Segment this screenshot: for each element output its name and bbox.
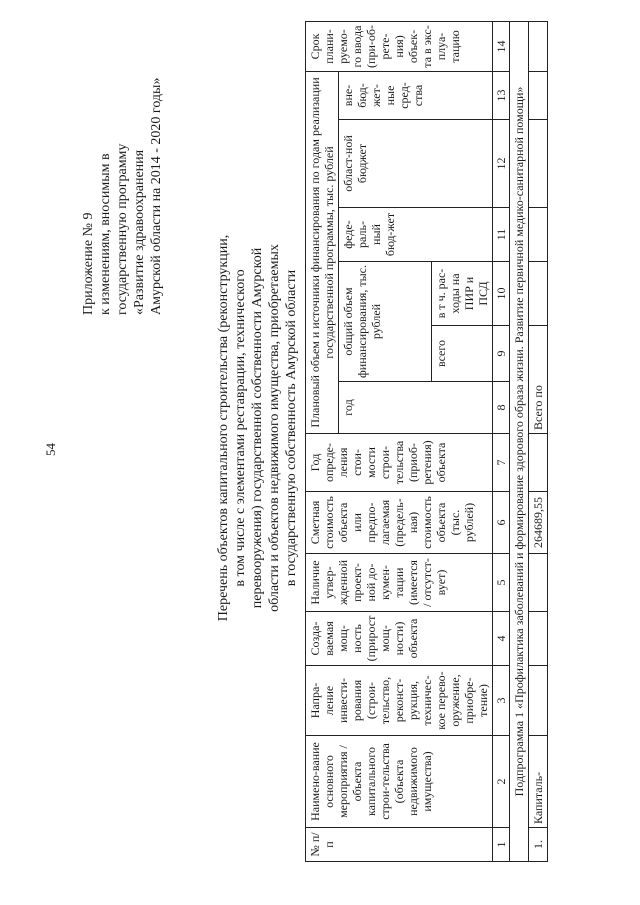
row-cost: 264689,55 bbox=[529, 492, 548, 554]
column-number-row bbox=[493, 21, 510, 861]
header-cost: Сметная стоимость объекта или предпо-лагаемая (предель-ная) стоимость объекта (тыс. рублей) bbox=[306, 492, 493, 554]
header-total: общий объем финансирования, тыс. рублей bbox=[339, 262, 432, 382]
row-cell bbox=[529, 262, 548, 326]
row-cell bbox=[529, 21, 548, 71]
column-number: 5 bbox=[493, 554, 510, 612]
table-row bbox=[529, 21, 548, 861]
column-number: 11 bbox=[493, 208, 510, 262]
subprogram-title: Подпрограмма 1 «Профилактика заболеваний и формирование здорового образа жизни. Развитие первичной медико-санитарной помощи» bbox=[510, 21, 529, 861]
appendix-line: к изменениям, вносимым в bbox=[98, 153, 113, 315]
column-number: 14 bbox=[493, 21, 510, 71]
header-no: № п/п bbox=[306, 828, 493, 862]
row-cell bbox=[529, 554, 548, 612]
appendix-line: Приложение № 9 bbox=[81, 212, 96, 315]
title-line: в государственную собственность Амурской области bbox=[284, 269, 299, 587]
column-number: 12 bbox=[493, 120, 510, 208]
row-cell bbox=[529, 434, 548, 492]
header-documentation: Наличие утвер-жденной проект-ной до-кумен-тации (имеется / отсутст-вует) bbox=[306, 554, 493, 612]
column-number: 6 bbox=[493, 492, 510, 554]
column-number: 8 bbox=[493, 382, 510, 434]
column-number: 3 bbox=[493, 666, 510, 736]
appendix-line: Амурской области на 2014 - 2020 годы» bbox=[149, 77, 164, 315]
column-number: 9 bbox=[493, 326, 510, 382]
subprogram-row bbox=[510, 21, 529, 861]
header-capacity: Созда-ваемая мощ-ность (прирост мощ-ности) объекта bbox=[306, 612, 493, 666]
header-term: Срок плани-руемо-го ввода (при-об-рете-ния) объек-та в экс-плуа-тацию bbox=[306, 21, 493, 71]
column-number: 4 bbox=[493, 612, 510, 666]
row-cell bbox=[529, 612, 548, 666]
row-number: 1. bbox=[529, 828, 548, 862]
header-pir: в т ч. рас-ходы на ПИР и ПСД bbox=[432, 262, 493, 326]
page-number: 54 bbox=[43, 443, 58, 456]
header-direction: Напра-ление инвести-рования (строи-тельство, реконст-рукция, техничес-кое перево-оружение, приобре-тение) bbox=[306, 666, 493, 736]
header-row bbox=[306, 21, 339, 861]
title-line: Перечень объектов капитального строительства (реконструкции, bbox=[216, 234, 231, 622]
row-total-label: Всего по bbox=[529, 326, 548, 434]
column-number: 10 bbox=[493, 262, 510, 326]
header-year: Год опреде-ления стои-мости строи-тельства (приоб-ретения) объекта bbox=[306, 434, 493, 492]
appendix-line: «Развитие здравоохранения bbox=[132, 149, 147, 315]
document-title bbox=[215, 218, 300, 638]
header-god: год bbox=[339, 382, 493, 434]
row-cell bbox=[529, 666, 548, 736]
appendix-header bbox=[80, 0, 165, 315]
header-vsego: всего bbox=[432, 326, 493, 382]
header-financing: Плановый объем и источники финансирования по годам реализации государственной программы, тыс. рублей bbox=[306, 71, 339, 433]
title-line: перевооружения) государственной собственности Амурской bbox=[250, 247, 265, 609]
column-number: 2 bbox=[493, 736, 510, 828]
objects-table bbox=[305, 21, 548, 862]
row-cell bbox=[529, 208, 548, 262]
row-name: Капиталь- bbox=[529, 736, 548, 828]
appendix-line: государственную программу bbox=[115, 143, 130, 315]
column-number: 13 bbox=[493, 71, 510, 119]
header-regional: област-ной бюджет bbox=[339, 120, 493, 208]
objects-table-wrapper bbox=[305, 22, 548, 862]
row-cell bbox=[529, 71, 548, 119]
header-extrabudget: вне-бюд-жет-ные сред-ства bbox=[339, 71, 493, 119]
row-cell bbox=[529, 120, 548, 208]
header-name: Наимено-вание основного мероприятия / объекта капитального строи-тельства (объекта недвижимого имущества) bbox=[306, 736, 493, 828]
title-line: области и объектов недвижимого имущества, приобретаемых bbox=[267, 244, 282, 612]
column-number: 1 bbox=[493, 828, 510, 862]
title-line: в том числе с элементами реставрации, технического bbox=[233, 269, 248, 587]
column-number: 7 bbox=[493, 434, 510, 492]
header-federal: феде-раль-ный бюд-жет bbox=[339, 208, 493, 262]
